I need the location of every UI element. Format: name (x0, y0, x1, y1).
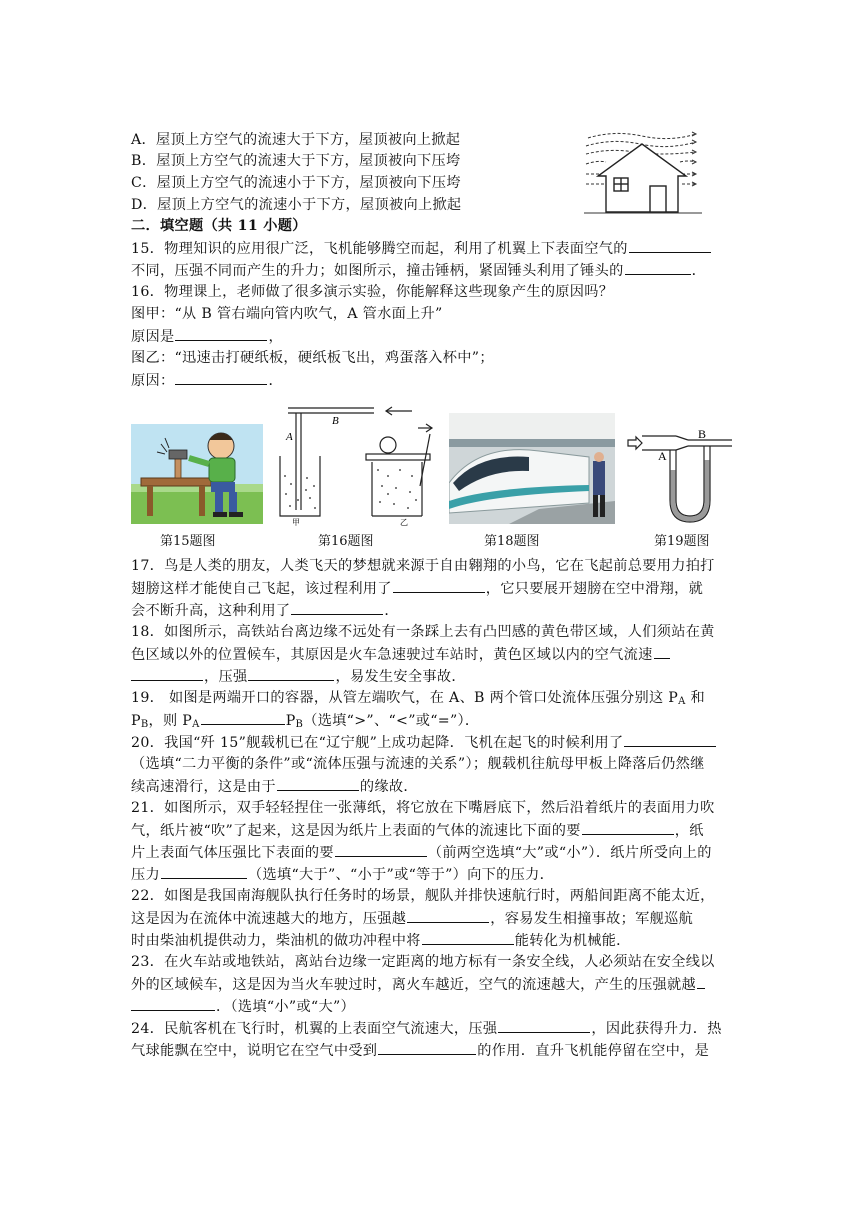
q22-text-3: 时由柴油机提供动力，柴油机的做功冲程中将 (131, 933, 421, 949)
q21-text-2: ，纸 (674, 823, 704, 839)
fig19-label-b: B (698, 430, 707, 441)
q19-text-3: P (131, 713, 141, 729)
q20-line-1 (131, 731, 717, 754)
q15-text-3: ． (691, 263, 707, 279)
q22-line-3 (131, 929, 631, 952)
q17-text-1: 翅膀这样才能使自己飞起，该过程利用了 (131, 581, 392, 597)
q21-text-4: （前两空选填“大”或“小”）．纸片所受向上的 (427, 845, 712, 861)
q19-text-5: P (285, 713, 296, 729)
q18-text-1: 色区域以外的位置候车，其原因是火车急速驶过车站时，黄色区域以内的空气流速 (131, 647, 653, 663)
q19-sub-b2: B (295, 719, 304, 730)
fig16-label-yi: 乙 (400, 518, 408, 526)
caption-fig16: 第16题图 (318, 534, 374, 549)
q17-blank-1[interactable] (393, 577, 485, 593)
q21-line-4 (131, 863, 554, 886)
q23-text-1: 外的区域候车，这是因为当火车驶过时，离火车越近，空气的流速越大，产生的压强就越 (131, 977, 697, 993)
q16-line-3 (131, 325, 283, 348)
q24-text-3: 气球能飘在空中，说明它在空气中受到 (131, 1043, 378, 1059)
q17-text-2: ，它只要展开翅膀在空中滑翔，就 (485, 581, 704, 597)
q20-text-3: 的缘故． (359, 779, 418, 795)
house-wind-figure (584, 126, 702, 216)
q24-blank-2[interactable] (378, 1039, 476, 1055)
q22-blank-2[interactable] (422, 929, 514, 945)
q18-text-3: ，易发生安全事故． (335, 669, 466, 685)
q15-text-1: 15．物理知识的应用很广泛，飞机能够腾空而起，利用了机翼上下表面空气的 (131, 241, 628, 257)
q21-blank-3[interactable] (161, 863, 247, 879)
q23-line-1: 23．在火车站或地铁站，离站台边缘一定距离的地方标有一条安全线，人必须站在安全线以 (131, 954, 715, 970)
q23-blank-1a[interactable] (697, 973, 705, 989)
q16-blank-2[interactable] (175, 369, 267, 385)
q19-text-2: 和 (690, 690, 705, 706)
q17-line-3 (131, 599, 399, 622)
q16-reason-label-2: 原因： (131, 373, 175, 389)
q23-text-2: ．（选填“小”或“大”） (216, 999, 356, 1015)
q15-text-2: 不同，压强不同而产生的升力；如图所示，撞击锤柄，紧固锤头利用了锤头的 (131, 263, 624, 279)
q19-sub-b: B (140, 719, 149, 730)
q18-blank-1a[interactable] (654, 643, 670, 659)
q17-line-2 (131, 577, 703, 600)
q14-option-b: B．屋顶上方空气的流速大于下方，屋顶被向下压垮 (131, 153, 461, 169)
q15-blank-2[interactable] (625, 259, 691, 275)
q19-blank-1[interactable] (201, 709, 285, 725)
q24-line-2 (131, 1039, 709, 1062)
q21-line-3 (131, 841, 712, 864)
q17-text-3: 会不断升高，这种利用了 (131, 603, 291, 619)
q20-text-1: 20．我国“歼 15”舰载机已在“辽宁舰”上成功起降．飞机在起飞的时候利用了 (131, 735, 624, 751)
q22-blank-1[interactable] (407, 907, 489, 923)
q23-line-3 (131, 995, 355, 1018)
q21-line-2 (131, 819, 704, 842)
q17-text-4: ． (384, 603, 399, 619)
q16-line-4: 图乙：“迅速击打硬纸板，硬纸板飞出，鸡蛋落入杯中”； (131, 350, 494, 366)
fig16-label-jia: 甲 (292, 518, 300, 526)
q24-text-2: ，因此获得升力．热 (591, 1021, 722, 1037)
q15-line-2 (131, 259, 706, 282)
q18-text-2: ，压强 (204, 669, 248, 685)
q24-line-1 (131, 1017, 722, 1040)
q14-option-c: C．屋顶上方空气的流速小于下方，屋顶被向下压垮 (131, 175, 461, 191)
q16-blank-1[interactable] (175, 325, 267, 341)
q15-line-1 (131, 237, 712, 260)
tube-experiment-figure (270, 404, 442, 526)
q22-text-2: ，容易发生相撞事故；军舰巡航 (490, 911, 694, 927)
q21-text-6: （选填“大于”、“小于”或“等于”）向下的压力． (247, 867, 555, 883)
q18-line-3 (131, 665, 466, 688)
fig16-label-a: A (286, 431, 293, 443)
q20-blank-1[interactable] (624, 731, 716, 747)
q14-option-a: A．屋顶上方空气的流速大于下方，屋顶被向上掀起 (131, 132, 461, 148)
q21-text-3: 片上表面气体压强比下表面的要 (131, 845, 334, 861)
fig16-label-b: B (332, 415, 339, 427)
caption-fig15: 第15题图 (160, 534, 216, 549)
q19-sub-a2: A (192, 719, 200, 730)
q20-line-2: （选填“二力平衡的条件”或“流体压强与流速的关系”）；舰载机往航母甲板上降落后仍然继 (131, 756, 705, 772)
q14-option-d: D．屋顶上方空气的流速小于下方，屋顶被向上掀起 (131, 197, 462, 213)
q21-text-1: 气，纸片被“吹”了起来，这是因为纸片上表面的气体的流速比下面的要 (131, 823, 581, 839)
q20-blank-2[interactable] (277, 775, 359, 791)
q15-blank-1[interactable] (629, 237, 711, 253)
q22-text-1: 这是因为在流体中流速越大的地方，压强越 (131, 911, 407, 927)
q20-line-3 (131, 775, 418, 798)
q19-text-4: ，则 P (148, 713, 193, 729)
high-speed-train-photo (449, 413, 615, 524)
q22-line-1: 22．如图是我国南海舰队执行任务时的场景，舰队并排快速航行时，两船间距离不能太近， (131, 888, 715, 904)
q21-line-1: 21．如图所示，双手轻轻捏住一张薄纸，将它放在下嘴唇底下，然后沿着纸片的表面用力吹 (131, 800, 715, 816)
q18-line-2 (131, 643, 671, 666)
q17-line-1: 17．鸟是人类的朋友，人类飞天的梦想就来源于自由翱翔的小鸟，它在飞起前总要用力拍打 (131, 558, 715, 574)
q16-line-1: 16．物理课上，老师做了很多演示实验，你能解释这些现象产生的原因吗？ (131, 284, 614, 300)
q21-blank-1[interactable] (582, 819, 674, 835)
q16-reason-label-1: 原因是 (131, 329, 175, 345)
u-tube-figure (622, 430, 736, 526)
fig19-label-a: A (658, 449, 667, 463)
q16-punct-2: ． (268, 373, 283, 389)
q16-line-5 (131, 369, 283, 392)
q24-text-4: 的作用．直升飞机能停留在空中，是 (477, 1043, 710, 1059)
section-title: 二．填空题（共 11 小题） (131, 218, 307, 234)
caption-fig18: 第18题图 (484, 534, 540, 549)
q22-line-2 (131, 907, 693, 930)
q18-blank-1b[interactable] (131, 665, 203, 681)
q23-blank-1b[interactable] (131, 995, 215, 1011)
q24-text-1: 24．民航客机在飞行时，机翼的上表面空气流速大，压强 (131, 1021, 498, 1037)
hammer-cartoon-figure (131, 424, 263, 524)
q19-text-6: （选填“>”、“<”或“=”）． (303, 713, 480, 729)
q16-punct-1: ， (268, 329, 283, 345)
q19-text-1: 19． 如图是两端开口的容器，从管左端吹气，在 A、B 两个管口处流体压强分别这 P (131, 690, 679, 706)
caption-fig19: 第19题图 (654, 534, 710, 549)
q18-blank-2[interactable] (248, 665, 334, 681)
q24-blank-1[interactable] (498, 1017, 590, 1033)
q21-blank-2[interactable] (335, 841, 427, 857)
q21-text-5: 压力 (131, 867, 160, 883)
q19-sub-a: A (678, 696, 686, 707)
q18-line-1: 18．如图所示，高铁站台离边缘不远处有一条踩上去有凸凹感的黄色带区域，人们须站在黄 (131, 624, 715, 640)
q16-line-2: 图甲：“从 B 管右端向管内吹气，A 管水面上升” (131, 306, 443, 322)
q22-text-4: 能转化为机械能． (514, 933, 631, 949)
q23-line-2 (131, 973, 706, 996)
q17-blank-2[interactable] (291, 599, 383, 615)
q20-text-2: 续高速滑行，这是由于 (131, 779, 276, 795)
